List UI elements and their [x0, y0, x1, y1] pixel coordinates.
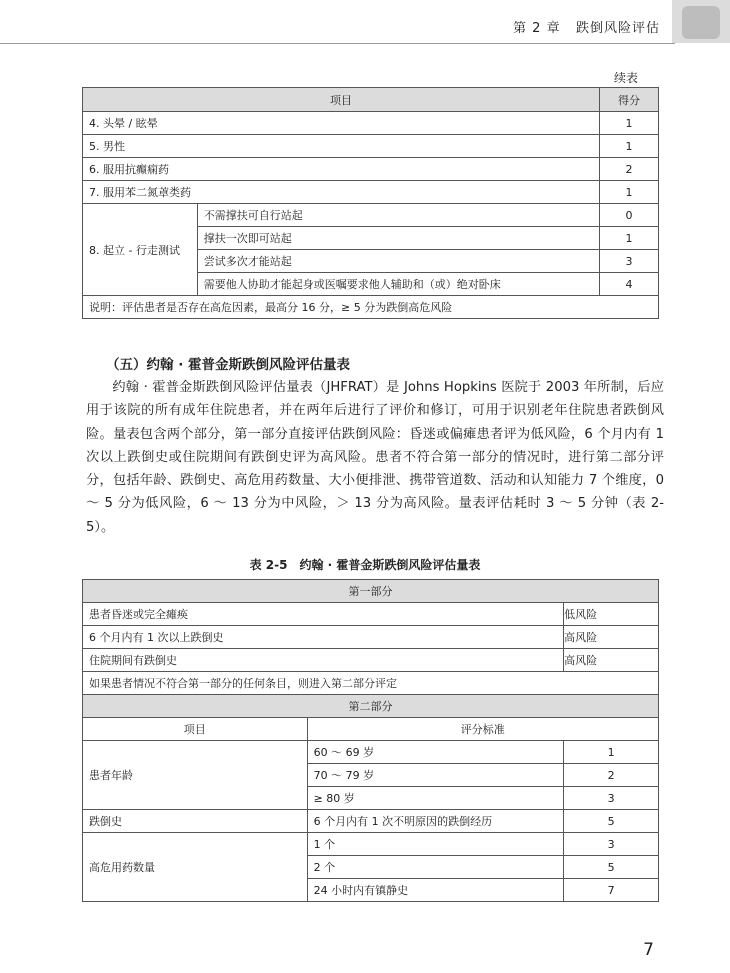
row8-item: 8. 起立 - 行走测试: [83, 204, 198, 296]
row8-score: 1: [600, 227, 659, 250]
part1-note-row: [83, 672, 659, 695]
table-row: [83, 741, 659, 764]
fall-history-criterion: 6 个月内有 1 次不明原因的跌倒经历: [307, 810, 564, 833]
part1-risk: 高风险: [564, 626, 659, 649]
table-row: [83, 112, 659, 135]
part1-header-row: [83, 580, 659, 603]
row8-score: 4: [600, 273, 659, 296]
table-row: [83, 626, 659, 649]
row-score: 1: [600, 135, 659, 158]
drugs-score: 7: [564, 879, 659, 902]
part2-header: 第二部分: [83, 695, 659, 718]
row8-option: 不需撑扶可自行站起: [197, 204, 599, 227]
table-row: [83, 833, 659, 856]
row-item: 6. 服用抗癫痫药: [83, 158, 600, 181]
table-row: [83, 135, 659, 158]
row8-option: 尝试多次才能站起: [197, 250, 599, 273]
col-item-header: 项目: [83, 718, 308, 741]
part1-header: 第一部分: [83, 580, 659, 603]
row8-option: 需要他人协助才能起身或医嘱要求他人辅助和（或）绝对卧床: [197, 273, 599, 296]
drugs-criterion: 24 小时内有镇静史: [307, 879, 564, 902]
body-paragraph: [86, 376, 664, 539]
running-title: [513, 17, 660, 36]
fall-history-score: 5: [564, 810, 659, 833]
part1-condition: 6 个月内有 1 次以上跌倒史: [83, 626, 564, 649]
page-header: [0, 0, 730, 48]
drugs-score: 3: [564, 833, 659, 856]
drugs-criterion: 2 个: [307, 856, 564, 879]
page-number: 7: [643, 940, 654, 960]
drugs-label: 高危用药数量: [83, 833, 308, 902]
jhfrat-table: [82, 579, 659, 902]
age-criterion: ≥ 80 岁: [307, 787, 564, 810]
age-score: 2: [564, 764, 659, 787]
table-note-row: [83, 296, 659, 319]
col-score-header: 得分: [600, 88, 659, 112]
paragraph-text: 约翰 · 霍普金斯跌倒风险评估量表（JHFRAT）是 Johns Hopkins 医院于 2003 年所制，后应用于该院的所有成年住院患者，并在两年后进行了评价和修订，可用于识别老年住院患者跌倒风险。量表包含两个部分，第一部分直接评估跌倒风险：昏迷或偏瘫患者评为低风险，6 个月内有 1 次以上跌倒史或住院期间有跌倒史评为高风险。患者不符合第一部分的情况时，进行第二部分评分，包括年龄、跌倒史、高危用药数量、大小便排泄、携带管道数、活动和认知能力 7 个维度，0 ～ 5 分为低风险，6 ～ 13 分为中风险，＞ 13 分为高风险。量表评估耗时 3 ～ 5 分钟（表 2-5）。: [86, 380, 664, 535]
age-label: 患者年龄: [83, 741, 308, 810]
table-row: [83, 603, 659, 626]
part1-risk: 高风险: [564, 649, 659, 672]
row8-score: 3: [600, 250, 659, 273]
part1-condition: 住院期间有跌倒史: [83, 649, 564, 672]
table-note: 说明：评估患者是否存在高危因素，最高分 16 分，≥ 5 分为跌倒高危风险: [83, 296, 659, 319]
age-criterion: 70 ～ 79 岁: [307, 764, 564, 787]
col-item-header: 项目: [83, 88, 600, 112]
chapter-title: 跌倒风险评估: [575, 21, 660, 36]
risk-factor-table-continued: [82, 87, 659, 319]
table-row: [83, 810, 659, 833]
row-item: 5. 男性: [83, 135, 600, 158]
drugs-criterion: 1 个: [307, 833, 564, 856]
fall-history-label: 跌倒史: [83, 810, 308, 833]
thumb-tab-inner: [682, 6, 720, 39]
row-score: 1: [600, 112, 659, 135]
age-score: 1: [564, 741, 659, 764]
col-criteria-header: 评分标准: [307, 718, 658, 741]
row-score: 2: [600, 158, 659, 181]
age-score: 3: [564, 787, 659, 810]
part2-col-header-row: [83, 718, 659, 741]
age-criterion: 60 ～ 69 岁: [307, 741, 564, 764]
table-header-row: [83, 88, 659, 112]
header-rule: [0, 43, 675, 44]
table-caption: 表 2-5 约翰 · 霍普金斯跌倒风险评估量表: [249, 558, 481, 572]
part1-note: 如果患者情况不符合第一部分的任何条目，则进入第二部分评定: [83, 672, 659, 695]
part1-condition: 患者昏迷或完全瘫痪: [83, 603, 564, 626]
table-row: [83, 158, 659, 181]
part2-header-row: [83, 695, 659, 718]
chapter-label: 第 2 章: [513, 21, 561, 36]
drugs-score: 5: [564, 856, 659, 879]
continued-label: 续表: [613, 71, 638, 85]
row-score: 1: [600, 181, 659, 204]
row8-score: 0: [600, 204, 659, 227]
section-heading: （五）约翰 · 霍普金斯跌倒风险评估量表: [106, 357, 351, 373]
row8-option: 撑扶一次即可站起: [197, 227, 599, 250]
row-item: 4. 头晕 / 眩晕: [83, 112, 600, 135]
part1-risk: 低风险: [564, 603, 659, 626]
table-row: [83, 204, 659, 227]
table-row: [83, 181, 659, 204]
row-item: 7. 服用苯二氮䓬类药: [83, 181, 600, 204]
table-row: [83, 649, 659, 672]
